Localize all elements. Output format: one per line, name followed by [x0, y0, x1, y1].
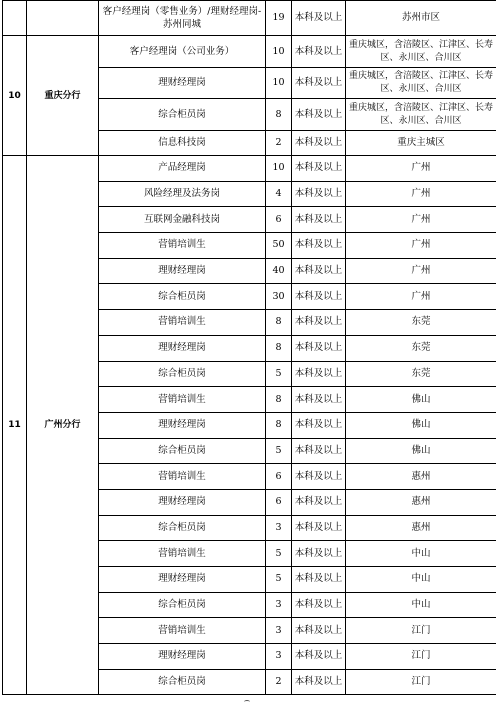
position-cell: 理财经理岗	[99, 68, 266, 99]
position-cell: 综合柜员岗	[99, 515, 266, 541]
serial-number-cell: 10	[3, 36, 27, 156]
count-cell: 6	[266, 489, 292, 515]
position-cell: 理财经理岗	[99, 644, 266, 670]
education-cell: 本科及以上	[292, 567, 346, 593]
location-cell: 惠州	[346, 489, 496, 515]
education-cell: 本科及以上	[292, 387, 346, 413]
education-cell: 本科及以上	[292, 592, 346, 618]
position-cell: 客户经理岗（零售业务）/理财经理岗-苏州同城	[99, 1, 266, 36]
position-cell: 综合柜员岗	[99, 592, 266, 618]
position-cell: 综合柜员岗	[99, 669, 266, 695]
count-cell: 3	[266, 515, 292, 541]
education-cell: 本科及以上	[292, 68, 346, 99]
table-row	[3, 36, 496, 68]
location-cell: 广州	[346, 284, 496, 310]
position-cell: 营销培训生	[99, 541, 266, 567]
education-cell: 本科及以上	[292, 36, 346, 68]
education-cell: 本科及以上	[292, 489, 346, 515]
location-cell: 广州	[346, 181, 496, 207]
education-cell: 本科及以上	[292, 99, 346, 131]
education-cell: 本科及以上	[292, 310, 346, 336]
education-cell: 本科及以上	[292, 335, 346, 361]
education-cell: 本科及以上	[292, 644, 346, 670]
location-cell: 重庆城区，含涪陵区、江津区、长寿区、永川区、合川区	[346, 68, 496, 99]
education-cell: 本科及以上	[292, 541, 346, 567]
education-cell: 本科及以上	[292, 284, 346, 310]
education-cell: 本科及以上	[292, 618, 346, 644]
location-cell: 惠州	[346, 515, 496, 541]
education-cell: 本科及以上	[292, 181, 346, 207]
position-cell: 理财经理岗	[99, 567, 266, 593]
position-cell: 理财经理岗	[99, 489, 266, 515]
location-cell: 广州	[346, 207, 496, 233]
position-cell: 综合柜员岗	[99, 284, 266, 310]
education-cell: 本科及以上	[292, 156, 346, 182]
location-cell: 重庆主城区	[346, 131, 496, 156]
count-cell: 8	[266, 310, 292, 336]
education-cell: 本科及以上	[292, 464, 346, 490]
position-cell: 营销培训生	[99, 618, 266, 644]
education-cell: 本科及以上	[292, 233, 346, 259]
location-cell: 苏州市区	[346, 1, 496, 36]
position-cell: 营销培训生	[99, 310, 266, 336]
count-cell: 8	[266, 99, 292, 131]
position-cell: 营销培训生	[99, 464, 266, 490]
education-cell: 本科及以上	[292, 361, 346, 387]
location-cell: 东莞	[346, 361, 496, 387]
count-cell: 3	[266, 618, 292, 644]
branch-name-cell: 重庆分行	[27, 36, 99, 156]
location-cell: 江门	[346, 669, 496, 695]
count-cell: 8	[266, 335, 292, 361]
position-cell: 营销培训生	[99, 233, 266, 259]
location-cell: 东莞	[346, 310, 496, 336]
position-cell: 理财经理岗	[99, 258, 266, 284]
position-cell: 营销培训生	[99, 387, 266, 413]
count-cell: 5	[266, 361, 292, 387]
count-cell: 8	[266, 387, 292, 413]
count-cell: 8	[266, 412, 292, 438]
table-body	[3, 1, 496, 695]
serial-cell	[3, 1, 27, 36]
location-cell: 江门	[346, 644, 496, 670]
location-cell: 惠州	[346, 464, 496, 490]
location-cell: 广州	[346, 258, 496, 284]
location-cell: 广州	[346, 156, 496, 182]
count-cell: 19	[266, 1, 292, 36]
position-cell: 风险经理及法务岗	[99, 181, 266, 207]
count-cell: 2	[266, 669, 292, 695]
count-cell: 40	[266, 258, 292, 284]
position-cell: 综合柜员岗	[99, 99, 266, 131]
position-cell: 互联网金融科技岗	[99, 207, 266, 233]
table-row	[3, 156, 496, 182]
branch-name-cell: 广州分行	[27, 156, 99, 695]
location-cell: 佛山	[346, 438, 496, 464]
table-row	[3, 1, 496, 36]
count-cell: 5	[266, 567, 292, 593]
position-cell: 理财经理岗	[99, 412, 266, 438]
position-cell: 综合柜员岗	[99, 438, 266, 464]
education-cell: 本科及以上	[292, 131, 346, 156]
location-cell: 广州	[346, 233, 496, 259]
count-cell: 10	[266, 68, 292, 99]
position-cell: 理财经理岗	[99, 335, 266, 361]
count-cell: 6	[266, 207, 292, 233]
count-cell: 3	[266, 592, 292, 618]
location-cell: 佛山	[346, 412, 496, 438]
count-cell: 4	[266, 181, 292, 207]
count-cell: 5	[266, 541, 292, 567]
education-cell: 本科及以上	[292, 258, 346, 284]
count-cell: 10	[266, 156, 292, 182]
count-cell: 10	[266, 36, 292, 68]
serial-number-cell: 11	[3, 156, 27, 695]
position-cell: 客户经理岗（公司业务）	[99, 36, 266, 68]
location-cell: 东莞	[346, 335, 496, 361]
position-cell: 信息科技岗	[99, 131, 266, 156]
education-cell: 本科及以上	[292, 412, 346, 438]
page-footer-mark	[244, 700, 250, 704]
location-cell: 中山	[346, 541, 496, 567]
education-cell: 本科及以上	[292, 515, 346, 541]
branch-cell	[27, 1, 99, 36]
education-cell: 本科及以上	[292, 1, 346, 36]
location-cell: 中山	[346, 567, 496, 593]
location-cell: 重庆城区，含涪陵区、江津区、长寿区、永川区、合川区	[346, 99, 496, 131]
education-cell: 本科及以上	[292, 207, 346, 233]
location-cell: 中山	[346, 592, 496, 618]
location-cell: 佛山	[346, 387, 496, 413]
education-cell: 本科及以上	[292, 669, 346, 695]
position-cell: 产品经理岗	[99, 156, 266, 182]
location-cell: 重庆城区，含涪陵区、江津区、长寿区、永川区、合川区	[346, 36, 496, 68]
count-cell: 30	[266, 284, 292, 310]
count-cell: 50	[266, 233, 292, 259]
location-cell: 江门	[346, 618, 496, 644]
education-cell: 本科及以上	[292, 438, 346, 464]
position-cell: 综合柜员岗	[99, 361, 266, 387]
count-cell: 2	[266, 131, 292, 156]
count-cell: 3	[266, 644, 292, 670]
count-cell: 6	[266, 464, 292, 490]
count-cell: 5	[266, 438, 292, 464]
recruitment-table	[2, 0, 496, 695]
